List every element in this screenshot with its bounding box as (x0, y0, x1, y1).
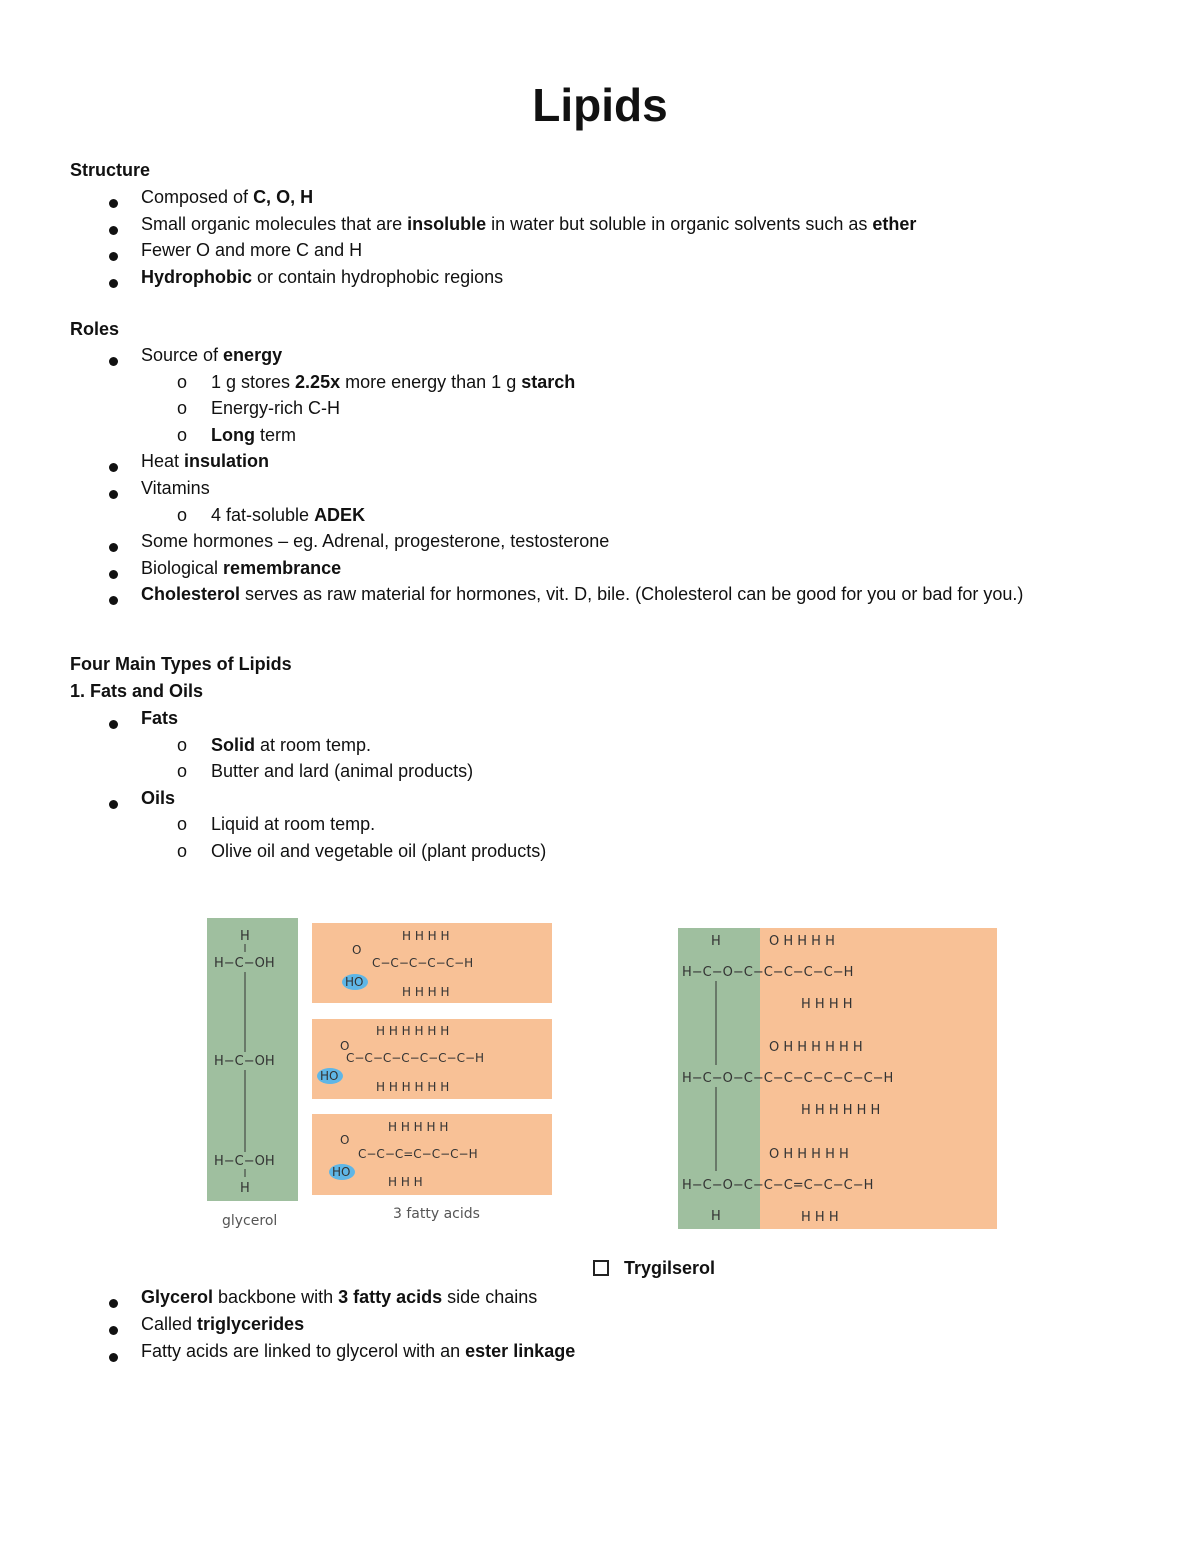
roles-item-text: 2.25x (295, 371, 341, 392)
svg-text:H H H H H: H H H H H (388, 1120, 449, 1134)
sub-bullet-icon: o (177, 424, 188, 445)
svg-text:H H H H: H H H H (402, 929, 450, 943)
sub-bullet-icon: o (177, 398, 188, 419)
triglyceride-item-text: Called (141, 1314, 198, 1334)
bullet-icon (109, 1299, 118, 1308)
structure-item (141, 214, 916, 235)
types-item (211, 735, 371, 756)
roles-item-text: remembrance (223, 557, 342, 578)
trygilserol-label: Trygilserol (624, 1258, 716, 1278)
bullet-icon (109, 1353, 118, 1362)
sub-bullet-icon: o (177, 504, 188, 525)
types-item-text: Butter and lard (animal products) (211, 761, 474, 781)
fats-oils-heading: 1. Fats and Oils (70, 681, 204, 701)
bullet-icon (109, 279, 118, 288)
triglyceride-item-text: Fatty acids are linked to glycerol with an (141, 1341, 466, 1361)
roles-item-text: starch (521, 371, 576, 392)
triglyceride-item-text: ester linkage (465, 1341, 576, 1361)
bullet-icon (109, 490, 118, 499)
svg-text:C−C−C−C−C−H: C−C−C−C−C−H (372, 956, 474, 970)
types-item (211, 761, 473, 782)
svg-text:H: H (711, 934, 721, 949)
types-item (211, 841, 546, 862)
svg-text:H: H (240, 1181, 250, 1196)
bullet-icon (109, 463, 118, 472)
roles-item (211, 425, 296, 446)
roles-item-text: Source of (141, 345, 224, 365)
glycerol-fatty-acids-figure (200, 912, 560, 1237)
sub-bullet-icon: o (177, 734, 188, 755)
structure-item-text: insoluble (407, 213, 487, 234)
bullet-icon (109, 226, 118, 235)
roles-item (141, 531, 609, 552)
svg-text:H−C−OH: H−C−OH (214, 1154, 275, 1169)
bullet-icon (109, 252, 118, 261)
svg-text:HO: HO (332, 1165, 351, 1179)
svg-text:HO: HO (345, 975, 364, 989)
roles-item-text: Heat (141, 451, 185, 472)
sub-bullet-icon: o (177, 840, 188, 861)
roles-heading: Roles (70, 319, 120, 339)
roles-item (211, 398, 340, 419)
roles-item (211, 505, 365, 526)
roles-item-text: energy (223, 345, 283, 365)
roles-item-text: Biological (141, 557, 224, 578)
svg-text:O H H H H H H: O H H H H H H (769, 1040, 863, 1055)
triglyceride-item-text: triglycerides (197, 1314, 305, 1334)
sub-bullet-icon: o (177, 371, 188, 392)
types-item (141, 788, 175, 809)
roles-item-text: Energy-rich C-H (211, 398, 341, 419)
roles-item (141, 584, 1023, 605)
triglyceride-item-text: backbone with (213, 1287, 339, 1307)
roles-item-text: ADEK (314, 504, 366, 525)
svg-text:H−C−O−C−C−C=C−C−C−H: H−C−O−C−C−C=C−C−C−H (682, 1178, 874, 1193)
roles-item-text: Long (211, 424, 255, 445)
bullet-icon (109, 357, 118, 366)
svg-text:H−C−O−C−C−C−C−C−C−C−H: H−C−O−C−C−C−C−C−C−C−H (682, 1071, 894, 1086)
glycerol-structure (214, 929, 275, 1196)
types-item-text: Oils (141, 787, 176, 808)
types-item-text: Solid (211, 734, 255, 755)
sub-bullet-icon: o (177, 761, 188, 781)
roles-item-text: serves as raw material for hormones, vit. D, bile. (Cholesterol can be good for you or bad for you.) (240, 584, 1024, 605)
svg-text:C−C−C−C−C−C−C−H: C−C−C−C−C−C−C−H (346, 1051, 485, 1065)
roles-item (141, 345, 282, 366)
roles-item-text: 1 g stores (211, 371, 296, 392)
structure-item-text: Fewer O and more C and H (141, 240, 363, 260)
types-item-text: at room temp. (255, 734, 372, 755)
roles-item-text: Cholesterol (141, 584, 241, 605)
structure-item-text: ether (872, 213, 917, 234)
glycerol-label: glycerol (222, 1213, 278, 1229)
structure-item-text: Small organic molecules that are (141, 213, 408, 234)
bullet-icon (109, 720, 118, 729)
structure-item (141, 267, 503, 288)
triglyceride-item (141, 1341, 575, 1362)
svg-text:H H H H H H: H H H H H H (801, 1103, 881, 1118)
types-item (141, 708, 178, 729)
types-item-text: Liquid at room temp. (211, 814, 376, 834)
types-item (211, 814, 375, 835)
page-title: Lipids (532, 79, 668, 131)
roles-item (211, 372, 575, 393)
bullet-icon (109, 800, 118, 809)
bullet-icon (109, 570, 118, 579)
svg-text:O H H H H H: O H H H H H (769, 1147, 849, 1162)
svg-text:H H H: H H H (388, 1175, 423, 1189)
structure-heading: Structure (70, 160, 151, 180)
svg-text:H: H (711, 1209, 721, 1224)
svg-text:H H H H H H: H H H H H H (376, 1080, 450, 1094)
svg-text:H H H H H H: H H H H H H (376, 1024, 450, 1038)
triglyceride-item-text: side chains (442, 1287, 538, 1307)
structure-item-text: Hydrophobic (141, 266, 252, 287)
structure-item-text: C, O, H (253, 187, 314, 207)
roles-item (141, 558, 341, 579)
svg-text:H: H (240, 929, 250, 944)
roles-item (141, 451, 269, 472)
bullet-icon (109, 1326, 118, 1335)
svg-text:H H H H: H H H H (402, 985, 450, 999)
svg-text:O: O (340, 1133, 350, 1147)
structure-item (141, 187, 313, 208)
roles-item-text: Some hormones – eg. Adrenal, progesterone, testosterone (141, 531, 610, 552)
triglyceride-item-text: Glycerol (141, 1287, 214, 1307)
roles-item-text: Vitamins (141, 478, 210, 498)
bullet-icon (109, 543, 118, 552)
roles-item-text: term (254, 424, 296, 445)
types-item-text: Olive oil and vegetable oil (plant products) (211, 840, 547, 861)
sub-bullet-icon: o (177, 814, 188, 834)
roles-item-text: more energy than 1 g (340, 371, 522, 392)
triglyceride-figure (675, 925, 1000, 1231)
bullet-icon (109, 596, 118, 605)
svg-text:HO: HO (320, 1069, 339, 1083)
triglyceride-item-text: 3 fatty acids (338, 1287, 443, 1307)
structure-item-text: in water but soluble in organic solvents such as (486, 213, 873, 234)
roles-item (141, 478, 210, 499)
svg-text:H−C−OH: H−C−OH (214, 956, 275, 971)
structure-item-text: Composed of (141, 187, 254, 207)
svg-text:O: O (352, 943, 362, 957)
roles-item-text: 4 fat-soluble (211, 504, 315, 525)
svg-text:H H H H: H H H H (801, 997, 853, 1012)
structure-item (141, 240, 362, 261)
svg-text:H H H: H H H (801, 1210, 839, 1225)
trygilserol-checkbox[interactable] (593, 1260, 609, 1276)
roles-item-text: insulation (184, 451, 270, 472)
triglyceride-item (141, 1287, 537, 1308)
fatty-acids-label: 3 fatty acids (393, 1206, 480, 1222)
svg-text:C−C−C=C−C−C−H: C−C−C=C−C−C−H (358, 1147, 478, 1161)
types-item-text: Fats (141, 708, 179, 728)
triglyceride-item (141, 1314, 304, 1335)
types-heading: Four Main Types of Lipids (70, 654, 292, 674)
svg-text:O H H H H: O H H H H (769, 934, 835, 949)
svg-text:H−C−O−C−C−C−C−C−H: H−C−O−C−C−C−C−C−H (682, 965, 854, 980)
structure-item-text: or contain hydrophobic regions (252, 266, 504, 287)
svg-text:H−C−OH: H−C−OH (214, 1054, 275, 1069)
bullet-icon (109, 199, 118, 208)
svg-text:O: O (340, 1039, 350, 1053)
